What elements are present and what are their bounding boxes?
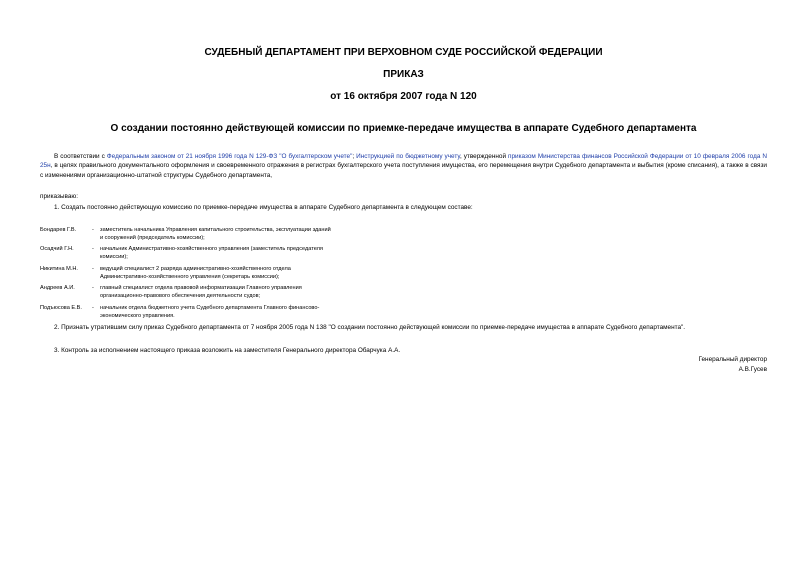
member-role: заместитель начальника Управления капитального строительства, эксплуатации зданий и сооружений (председатель комиссии); — [100, 227, 331, 241]
intro-text-4: , в целях правильного документального оформления и своевременного отражения в регистрах бухгалтерского учета поступления имущества, его перемещения внутри Судебного департамента и выбытия (кроме списания), а также в связи с изменениями организационно-штатной структуры Судебного департамента, — [40, 162, 767, 179]
member-name: Никитина М.Н. — [40, 265, 78, 272]
document-title: О создании постоянно действующей комиссии по приемке-передаче имущества в аппарате Судебного департамента — [110, 123, 697, 134]
list-item — [40, 227, 540, 242]
member-dash: - — [92, 304, 94, 311]
order-item-2: 2. Признать утратившим силу приказ Судебного департамента от 7 ноября 2005 года N 138 "О создании постоянно действующей комиссии по приемке-передаче имущества в аппарате Судебного департамента". — [54, 324, 686, 331]
federal-law-link[interactable]: Федеральным законом от 21 ноября 1996 года N 129-ФЗ "О бухгалтерском учете" — [106, 153, 353, 160]
list-item — [40, 305, 540, 320]
list-item — [40, 246, 540, 261]
intro-text-3: , утвержденной — [459, 153, 509, 160]
member-name: Андреев А.И. — [40, 285, 75, 292]
order-word: приказываю: — [40, 193, 78, 200]
list-item — [40, 285, 540, 300]
member-name: Подъюсова Е.В. — [40, 304, 82, 311]
member-role: начальник отдела бюджетного учета Судебного департамента Главного финансово-экономического управления. — [100, 304, 320, 319]
member-name: Осадчий Г.Н. — [40, 246, 74, 253]
member-role: главный специалист отдела правовой информатизации Главного управления организационно-правового обеспечения деятельности судов; — [100, 285, 302, 300]
date-number-heading: от 16 октября 2007 года N 120 — [330, 91, 477, 102]
member-dash: - — [92, 227, 94, 233]
department-heading: СУДЕБНЫЙ ДЕПАРТАМЕНТ ПРИ ВЕРХОВНОМ СУДЕ РОССИЙСКОЙ ФЕДЕРАЦИИ — [204, 47, 603, 58]
budget-instruction-link[interactable]: Инструкцией по бюджетному учету — [356, 153, 460, 160]
finance-ministry-order-link[interactable]: приказом Министерства финансов Российской Федерации от 10 февраля 2006 года N 25н — [40, 153, 767, 170]
signature-block — [698, 355, 767, 375]
order-item-3: 3. Контроль за исполнением настоящего приказа возложить на заместителя Генерального директора Обарчука А.А. — [54, 347, 401, 354]
intro-text-1: В соответствии с — [54, 153, 107, 160]
signer-position: Генеральный директор — [698, 356, 767, 363]
member-dash: - — [92, 246, 94, 253]
member-role: ведущий специалист 2 разряда административно-хозяйственного отдела Административно-хозяйственного управления (секретарь комиссии); — [100, 265, 291, 280]
list-item — [40, 266, 540, 281]
order-item-1: 1. Создать постоянно действующую комиссию по приемке-передаче имущества в аппарате Судебного департамента в следующем составе: — [54, 204, 473, 211]
member-dash: - — [92, 265, 94, 272]
commission-members-list — [40, 227, 540, 324]
intro-text-2: ; — [352, 153, 357, 160]
intro-paragraph — [40, 152, 767, 180]
member-role: начальник Административно-хозяйственного управления (заместитель председателя комиссии); — [100, 246, 323, 261]
document-type-heading: ПРИКАЗ — [383, 69, 424, 80]
signer-name: А.В.Гусев — [738, 366, 767, 373]
member-name: Бондарев Г.В. — [40, 227, 77, 233]
member-dash: - — [92, 285, 94, 292]
